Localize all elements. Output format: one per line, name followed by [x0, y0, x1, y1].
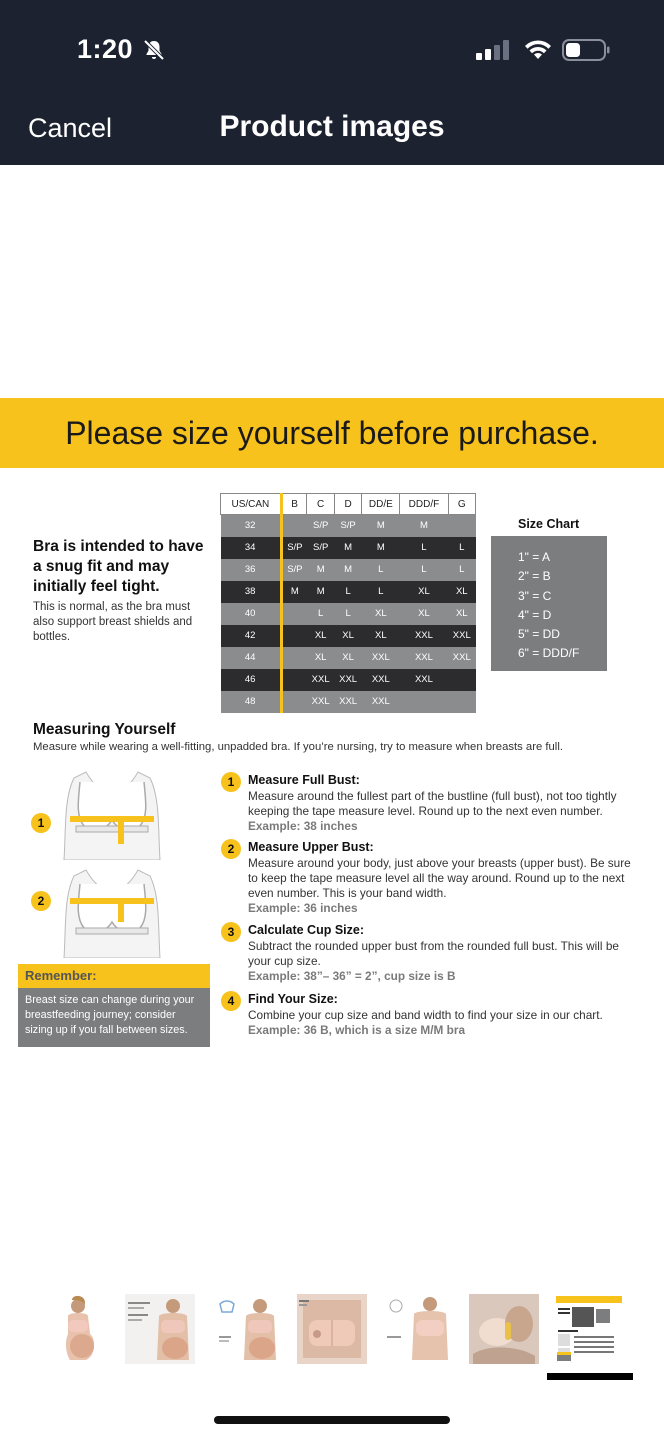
bra-size-cell	[281, 603, 307, 625]
band-size-cell: 42	[221, 625, 282, 647]
step-title: Calculate Cup Size:	[248, 923, 364, 937]
bra-size-cell	[281, 691, 307, 713]
status-time: 1:20	[77, 34, 134, 64]
thumbnail-image[interactable]	[469, 1294, 539, 1364]
bra-size-cell: XL	[362, 625, 400, 647]
bra-size-cell: L	[448, 559, 475, 581]
bra-size-cell: M	[400, 515, 448, 537]
step-title: Measure Full Bust:	[248, 773, 360, 787]
upper-bust-illustration	[56, 866, 168, 958]
step-description: Subtract the rounded upper bust from the rounded full bust. This will be your cup size.	[248, 939, 619, 968]
bra-size-cell: L	[400, 537, 448, 559]
size-table-row	[221, 603, 476, 625]
thumbnail-image[interactable]	[125, 1294, 195, 1364]
bra-size-cell: XXL	[307, 669, 334, 691]
bra-size-cell: XXL	[448, 647, 475, 669]
size-chart-row: 6" = DDD/F	[518, 646, 580, 661]
thumbnail-image[interactable]	[46, 1294, 116, 1364]
bra-size-cell: M	[307, 581, 334, 603]
step-description: Measure around the fullest part of the bustline (full bust), not too tightly keeping the tape measure level. Round up to the next even number.	[248, 789, 617, 818]
size-chart-row: 4" = D	[518, 607, 552, 622]
step-title: Measure Upper Bust:	[248, 840, 374, 854]
bra-size-cell: L	[400, 559, 448, 581]
bra-size-cell: XL	[334, 647, 361, 669]
size-table-header: D	[334, 494, 361, 515]
bra-size-cell	[448, 669, 475, 691]
size-table-row	[221, 581, 476, 603]
thumbnail-image[interactable]	[216, 1294, 286, 1364]
bra-size-cell: XXL	[362, 647, 400, 669]
bra-size-cell: XXL	[307, 691, 334, 713]
home-indicator[interactable]	[214, 1416, 450, 1424]
bra-size-cell: XXL	[334, 669, 361, 691]
bra-size-cell: S/P	[334, 515, 361, 537]
step-description: Measure around your body, just above your breasts (upper bust). Be sure to keep the tape measure level all the way around. Round up to the next even number. This is your band width.	[248, 856, 631, 900]
cancel-button[interactable]: Cancel	[28, 113, 113, 143]
step-body	[248, 1008, 643, 1038]
bra-size-cell	[281, 625, 307, 647]
size-chart-row: 2" = B	[518, 569, 551, 584]
size-banner	[0, 398, 664, 468]
bra-size-cell: XL	[307, 625, 334, 647]
bra-size-cell: M	[307, 559, 334, 581]
full-bust-illustration	[56, 768, 168, 860]
step-body	[248, 789, 643, 834]
bra-size-cell: XXL	[448, 625, 475, 647]
band-size-cell: 40	[221, 603, 282, 625]
page-title: Product images	[219, 110, 445, 143]
band-size-cell: 38	[221, 581, 282, 603]
size-table-header: C	[307, 494, 334, 515]
size-table-header: G	[448, 494, 475, 515]
fit-note	[33, 537, 208, 645]
size-table-row	[221, 515, 476, 537]
bra-size-cell: XXL	[362, 691, 400, 713]
bra-size-cell: L	[334, 581, 361, 603]
bra-size-cell: S/P	[307, 515, 334, 537]
size-chart	[491, 536, 607, 671]
bra-size-cell: M	[362, 537, 400, 559]
bra-size-cell: M	[334, 559, 361, 581]
size-table-row	[221, 625, 476, 647]
remember-body: Breast size can change during your breastfeeding journey; consider sizing up if you fall between sizes.	[18, 988, 210, 1047]
bra-size-cell: XL	[334, 625, 361, 647]
step-number-badge: 3	[221, 922, 241, 942]
cellular-signal-icon	[476, 40, 510, 60]
bra-size-cell	[281, 647, 307, 669]
step-body	[248, 939, 643, 984]
bra-size-cell	[281, 669, 307, 691]
band-size-cell: 46	[221, 669, 282, 691]
size-table-row	[221, 537, 476, 559]
size-chart-title: Size Chart	[518, 517, 580, 531]
bra-size-cell: XL	[362, 603, 400, 625]
band-size-cell: 34	[221, 537, 282, 559]
bra-size-cell: M	[281, 581, 307, 603]
fit-note-body: This is normal, as the bra must also support breast shields and bottles.	[33, 601, 193, 643]
illustration-number-badge: 2	[31, 891, 51, 911]
step-example: Example: 38 inches	[248, 819, 358, 833]
bra-size-cell: XXL	[400, 669, 448, 691]
step-example: Example: 36 B, which is a size M/M bra	[248, 1023, 466, 1037]
bra-size-cell: XXL	[400, 647, 448, 669]
battery-icon	[562, 38, 610, 62]
bra-size-cell: M	[334, 537, 361, 559]
banner-text: Please size yourself before purchase.	[65, 415, 599, 451]
bra-size-cell	[400, 691, 448, 713]
size-chart-row: 5" = DD	[518, 627, 560, 642]
wifi-icon	[524, 38, 552, 60]
remember-heading: Remember:	[18, 964, 210, 988]
bra-size-cell: L	[307, 603, 334, 625]
measuring-title: Measuring Yourself	[33, 721, 176, 738]
bell-slash-icon	[142, 38, 166, 62]
bra-size-cell: S/P	[281, 537, 307, 559]
size-chart-row: 1" = A	[518, 550, 550, 564]
size-table	[220, 493, 476, 713]
top-bar	[0, 0, 664, 165]
thumbnail-image-selected[interactable]	[554, 1294, 624, 1364]
bra-size-cell: L	[362, 559, 400, 581]
bra-size-cell: L	[448, 537, 475, 559]
size-table-header: DDD/F	[400, 494, 448, 515]
band-size-cell: 44	[221, 647, 282, 669]
selected-thumbnail-indicator	[547, 1373, 633, 1380]
step-number-badge: 2	[221, 839, 241, 859]
illustration-number-badge: 1	[31, 813, 51, 833]
bra-size-cell: XL	[448, 603, 475, 625]
size-chart-row: 3" = C	[518, 588, 552, 603]
bra-size-cell	[448, 691, 475, 713]
bra-size-cell: XL	[400, 603, 448, 625]
bra-size-cell: L	[334, 603, 361, 625]
step-number-badge: 4	[221, 991, 241, 1011]
size-table-header-row	[221, 494, 476, 515]
bra-size-cell: XXL	[362, 669, 400, 691]
bra-size-cell: M	[362, 515, 400, 537]
size-table-row	[221, 669, 476, 691]
bra-size-cell: S/P	[281, 559, 307, 581]
step-example: Example: 38”– 36” = 2”, cup size is B	[248, 969, 456, 983]
fit-note-headline: Bra is intended to have a snug fit and may initially feel tight.	[33, 538, 204, 595]
size-table-header: DD/E	[362, 494, 400, 515]
bra-size-cell: XXL	[334, 691, 361, 713]
bra-size-cell: L	[362, 581, 400, 603]
bra-size-cell	[448, 515, 475, 537]
thumbnail-image[interactable]	[384, 1294, 454, 1364]
size-table-header: US/CAN	[221, 494, 282, 515]
step-title: Find Your Size:	[248, 992, 338, 1006]
bra-size-cell: XL	[448, 581, 475, 603]
bra-size-cell	[281, 515, 307, 537]
thumbnail-image[interactable]	[297, 1294, 367, 1364]
measuring-subtitle: Measure while wearing a well-fitting, unpadded bra. If you’re nursing, try to measure when breasts are full.	[33, 741, 563, 753]
band-size-cell: 48	[221, 691, 282, 713]
band-size-cell: 36	[221, 559, 282, 581]
bra-size-cell: XXL	[400, 625, 448, 647]
bra-size-cell: XL	[400, 581, 448, 603]
size-table-header: B	[281, 494, 307, 515]
size-table-row	[221, 691, 476, 713]
size-table-row	[221, 647, 476, 669]
step-example: Example: 36 inches	[248, 901, 358, 915]
size-table-row	[221, 559, 476, 581]
bra-size-cell: S/P	[307, 537, 334, 559]
bra-size-cell: XL	[307, 647, 334, 669]
band-size-cell: 32	[221, 515, 282, 537]
step-number-badge: 1	[221, 772, 241, 792]
step-body	[248, 856, 643, 916]
step-description: Combine your cup size and band width to find your size in our chart.	[248, 1008, 603, 1022]
